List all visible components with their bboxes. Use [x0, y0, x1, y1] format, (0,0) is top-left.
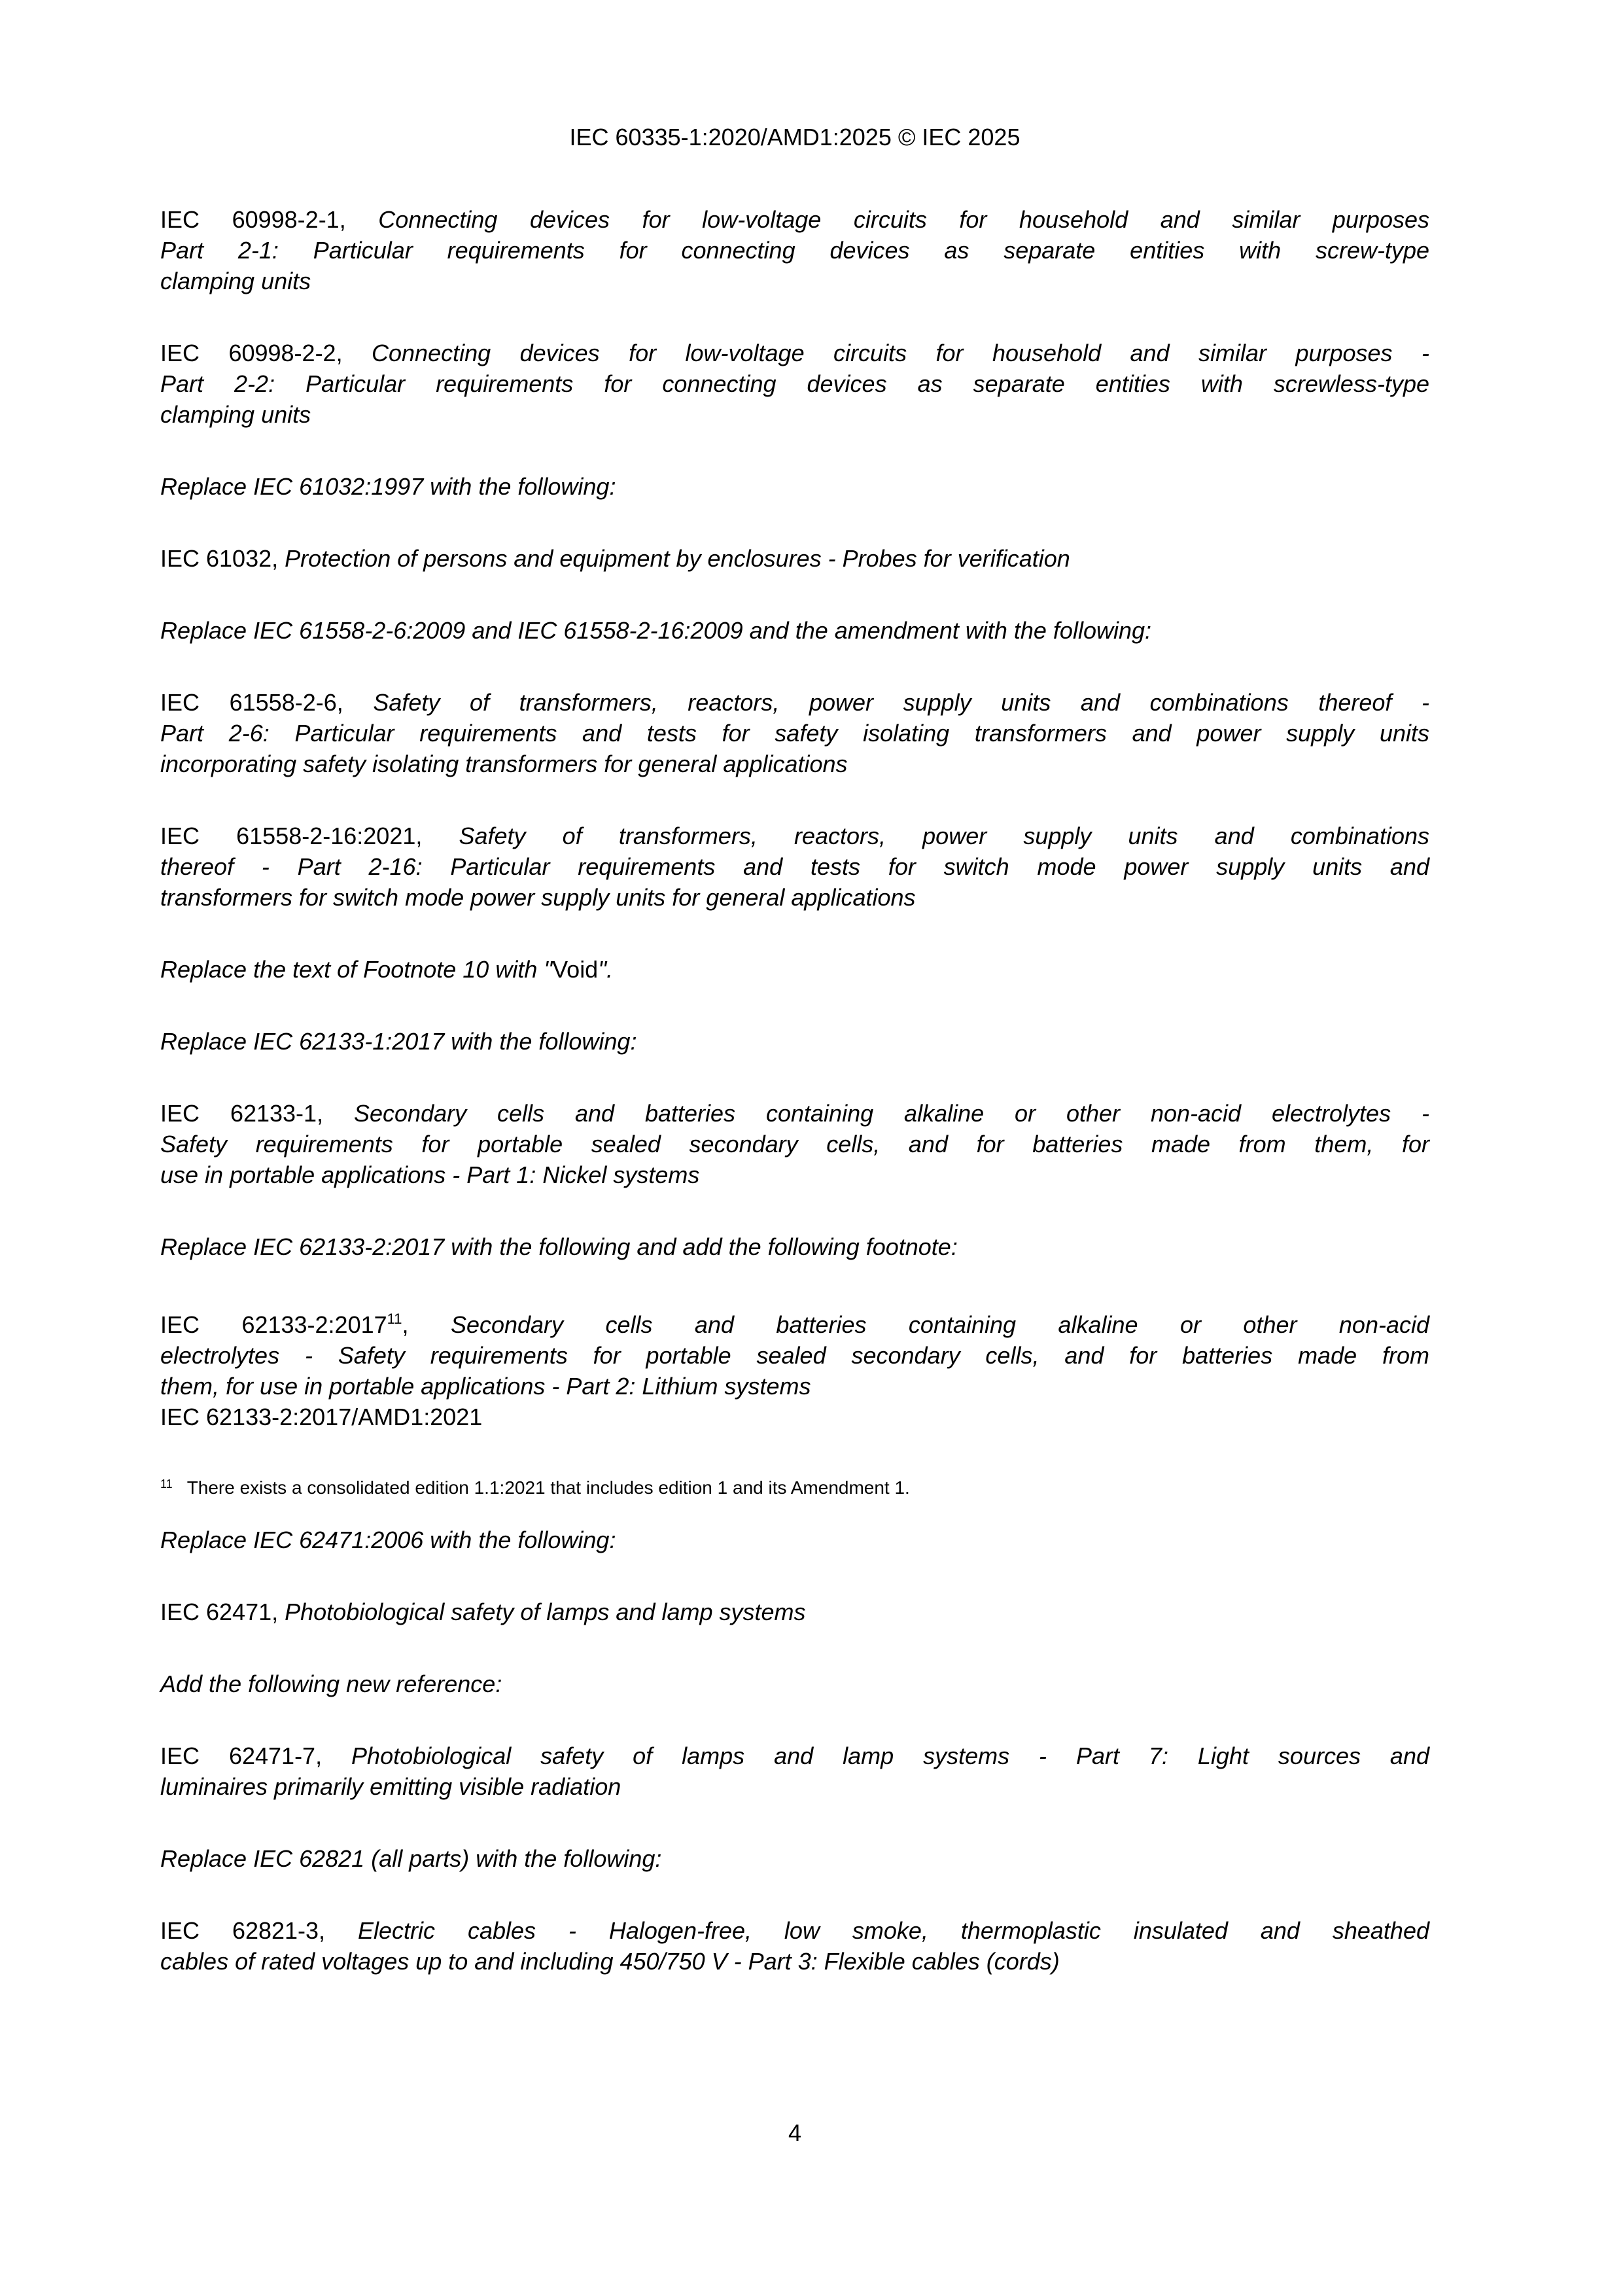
- footnote-reference-marker: 11: [387, 1311, 402, 1327]
- text-segment: Add the following new reference:: [160, 1670, 502, 1697]
- continuation-paragraph: [160, 1402, 1429, 1432]
- reference-paragraph: [160, 1098, 1429, 1190]
- text-line: [160, 368, 1429, 399]
- text-segment: clamping units: [160, 268, 311, 294]
- text-segment: Safety requirements for portable sealed secondary cells, and for batteries made from them, for: [160, 1131, 1429, 1157]
- reference-paragraph: [160, 1740, 1429, 1802]
- text-segment: IEC 62821-3,: [160, 1917, 358, 1944]
- reference-paragraph: [160, 687, 1429, 779]
- text-line: [160, 1098, 1429, 1129]
- text-segment: Replace IEC 62471:2006 with the following:: [160, 1527, 616, 1553]
- text-line: [160, 1915, 1429, 1946]
- text-segment: Connecting devices for low-voltage circuits for household and similar purposes: [378, 206, 1429, 233]
- text-segment: Void: [552, 956, 599, 983]
- reference-paragraph: [160, 338, 1429, 430]
- text-line: [160, 1740, 1429, 1771]
- text-line: [160, 615, 1429, 646]
- footnote-marker: 11: [160, 1477, 173, 1491]
- text-segment: incorporating safety isolating transformers for general applications: [160, 751, 848, 777]
- text-segment: transformers for switch mode power supply units for general applications: [160, 884, 916, 911]
- text-line: [160, 821, 1429, 851]
- text-segment: Connecting devices for low-voltage circuits for household and similar purposes -: [372, 340, 1429, 366]
- text-segment: them, for use in portable applications - Part 2: Lithium systems: [160, 1373, 811, 1400]
- text-segment: IEC 61558-2-6,: [160, 689, 374, 716]
- text-segment: use in portable applications - Part 1: Nickel systems: [160, 1161, 700, 1188]
- text-line: [160, 718, 1429, 749]
- text-segment: Part 2-6: Particular requirements and tests for safety isolating transformers and power supply units: [160, 720, 1429, 747]
- text-segment: Safety of transformers, reactors, power supply units and combinations: [459, 822, 1429, 849]
- text-line: [160, 1231, 1429, 1262]
- text-line: [160, 749, 1429, 779]
- text-segment: IEC 62471,: [160, 1598, 285, 1625]
- text-segment: cables of rated voltages up to and including 450/750 V - Part 3: Flexible cables (cords): [160, 1948, 1060, 1975]
- page-number: 4: [788, 2119, 802, 2146]
- text-segment: IEC 62133-2:2017: [160, 1311, 387, 1338]
- page-header: IEC 60335-1:2020/AMD1:2025 © IEC 2025: [569, 124, 1021, 150]
- text-segment: Protection of persons and equipment by enclosures - Probes for verification: [285, 545, 1070, 572]
- text-segment: Part 2-2: Particular requirements for connecting devices as separate entities with screwless-type: [160, 370, 1429, 397]
- text-segment: Replace IEC 61558-2-6:2009 and IEC 61558-2-16:2009 and the amendment with the following:: [160, 617, 1152, 644]
- text-line: [160, 204, 1429, 235]
- text-segment: Part 2-1: Particular requirements for connecting devices as separate entities with screw-type: [160, 237, 1429, 264]
- instruction-paragraph: [160, 1525, 1429, 1555]
- text-line: [160, 1946, 1429, 1977]
- instruction-paragraph: [160, 954, 1429, 985]
- instruction-paragraph: [160, 471, 1429, 502]
- reference-paragraph: [160, 204, 1429, 296]
- text-segment: IEC 60998-2-2,: [160, 340, 372, 366]
- reference-paragraph: [160, 1597, 1429, 1627]
- text-segment: Photobiological safety of lamps and lamp systems - Part 7: Light sources and: [351, 1742, 1429, 1769]
- text-line: [160, 1843, 1429, 1874]
- reference-paragraph: [160, 543, 1429, 574]
- reference-paragraph: [160, 821, 1429, 913]
- text-line: [160, 882, 1429, 913]
- text-segment: IEC 61032,: [160, 545, 285, 572]
- reference-paragraph: [160, 1303, 1429, 1402]
- text-line: [160, 954, 1429, 985]
- instruction-paragraph: [160, 1843, 1429, 1874]
- text-segment: Replace IEC 62133-2:2017 with the following and add the following footnote:: [160, 1233, 958, 1260]
- text-line: [160, 851, 1429, 882]
- text-segment: Secondary cells and batteries containing alkaline or other non-acid: [450, 1311, 1429, 1338]
- text-segment: ".: [598, 956, 613, 983]
- text-line: [160, 1597, 1429, 1627]
- instruction-paragraph: [160, 1231, 1429, 1262]
- text-segment: Replace IEC 62133-1:2017 with the following:: [160, 1028, 637, 1055]
- text-segment: Replace IEC 61032:1997 with the following:: [160, 473, 616, 500]
- text-line: [160, 399, 1429, 430]
- text-segment: luminaires primarily emitting visible radiation: [160, 1773, 621, 1800]
- text-line: [160, 1471, 1429, 1501]
- text-segment: Electric cables - Halogen-free, low smoke, thermoplastic insulated and sheathed: [358, 1917, 1429, 1944]
- text-line: [160, 266, 1429, 296]
- text-line: [160, 471, 1429, 502]
- instruction-paragraph: [160, 1026, 1429, 1057]
- text-line: [160, 1669, 1429, 1699]
- text-segment: IEC 62471-7,: [160, 1742, 352, 1769]
- text-line: [160, 235, 1429, 266]
- footnote-paragraph: [160, 1471, 1429, 1501]
- text-segment: ,: [402, 1311, 451, 1338]
- text-line: [160, 1129, 1429, 1159]
- text-segment: thereof - Part 2-16: Particular requirements and tests for switch mode power supply units and: [160, 853, 1429, 880]
- text-segment: Replace the text of Footnote 10 with ": [160, 956, 553, 983]
- text-line: [160, 338, 1429, 368]
- text-segment: Replace IEC 62821 (all parts) with the following:: [160, 1845, 662, 1872]
- document-body: [160, 122, 1429, 2018]
- text-line: [160, 1340, 1429, 1371]
- text-line: [160, 1371, 1429, 1402]
- text-line: [160, 543, 1429, 574]
- text-segment: IEC 61558-2-16:2021,: [160, 822, 459, 849]
- text-line: [160, 687, 1429, 718]
- text-segment: Safety of transformers, reactors, power supply units and combinations thereof -: [373, 689, 1429, 716]
- text-segment: Secondary cells and batteries containing alkaline or other non-acid electrolytes -: [354, 1100, 1429, 1127]
- text-segment: There exists a consolidated edition 1.1:2021 that includes edition 1 and its Amendment 1.: [186, 1477, 910, 1498]
- text-line: [160, 1402, 1429, 1432]
- text-line: [160, 1771, 1429, 1802]
- text-line: [160, 1303, 1429, 1340]
- text-line: [160, 1026, 1429, 1057]
- text-segment: IEC 62133-2:2017/AMD1:2021: [160, 1404, 483, 1430]
- text-segment: IEC 60998-2-1,: [160, 206, 379, 233]
- instruction-paragraph: [160, 615, 1429, 646]
- text-segment: IEC 62133-1,: [160, 1100, 354, 1127]
- reference-paragraph: [160, 1915, 1429, 1977]
- text-line: [160, 1159, 1429, 1190]
- text-segment: clamping units: [160, 401, 311, 428]
- instruction-paragraph: [160, 1669, 1429, 1699]
- text-line: [160, 1525, 1429, 1555]
- text-segment: electrolytes - Safety requirements for portable sealed secondary cells, and for batteries made from: [160, 1342, 1429, 1369]
- text-segment: Photobiological safety of lamps and lamp systems: [285, 1598, 806, 1625]
